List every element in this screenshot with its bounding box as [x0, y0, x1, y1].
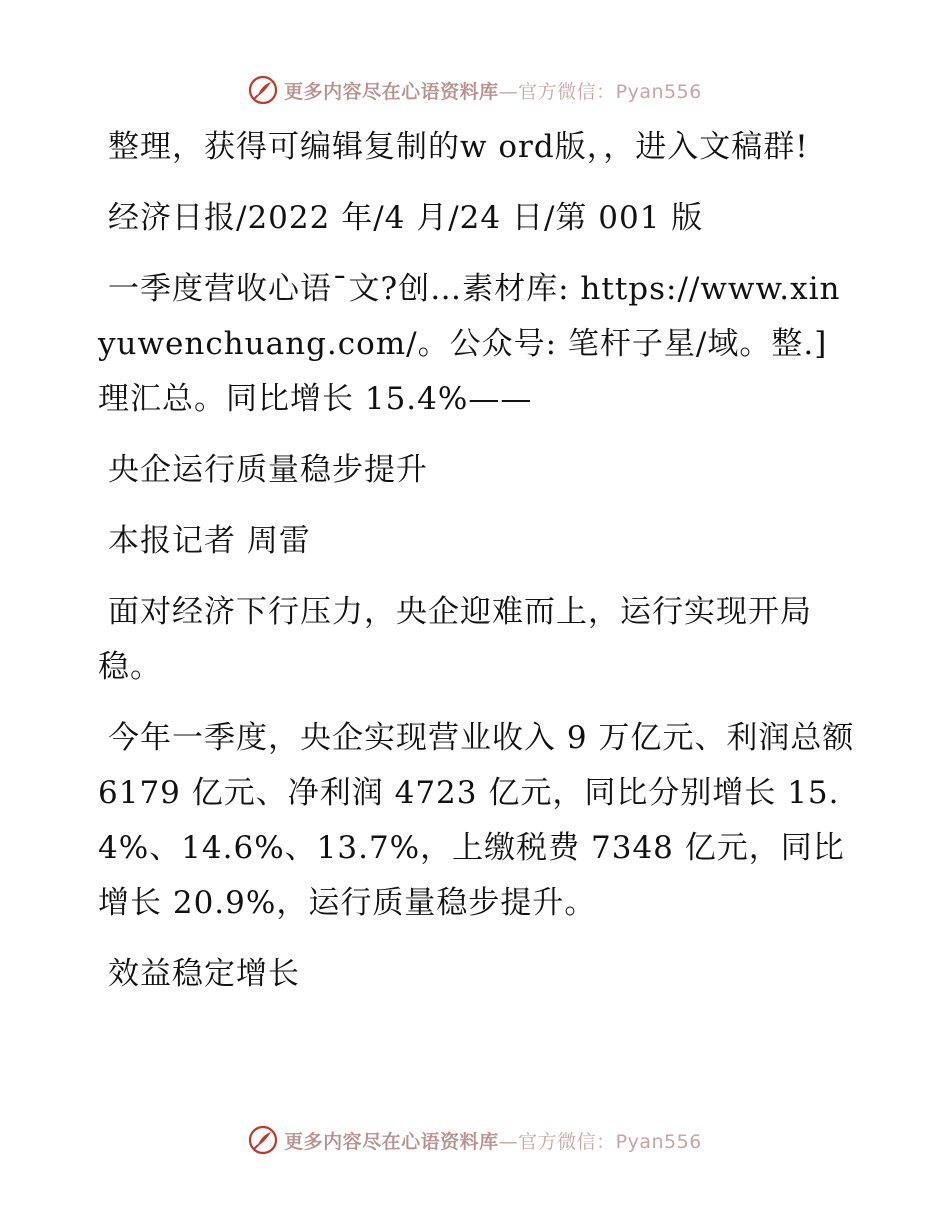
paragraph-stats: 今年一季度，央企实现营业收入 9 万亿元、利润总额 6179 亿元、净利润 4723 亿元，同比分别增长 15.4%、14.6%、13.7%，上缴税费 7348 亿元，同比增长 20.9%，运行质量稳步提升。: [98, 720, 855, 921]
header-watermark-banner: [0, 70, 950, 110]
paragraph-byline: 本报记者 周雷: [108, 523, 311, 559]
document-body: [98, 120, 858, 1018]
paragraph-intro: 整理，获得可编辑复制的w ord版，，进入文稿群!: [108, 129, 809, 165]
feather-pen-logo-icon: [248, 75, 278, 105]
watermark-text: 更多内容尽在心语资料库—官方微信：Pyan556: [284, 1130, 702, 1153]
paragraph-headline: 央企运行质量稳步提升: [108, 452, 428, 488]
paragraph-headline-prefix: 一季度营收心语¯文?创…素材库: https://www.xinyuwenchuang.com/。公众号: 笔杆子星/域。整.]理汇总。同比增长 15.4%——: [98, 271, 841, 417]
watermark-text: 更多内容尽在心语资料库—官方微信：Pyan556: [284, 80, 702, 103]
paragraph-source: 经济日报/2022 年/4 月/24 日/第 001 版: [108, 200, 704, 236]
footer-watermark-banner: [0, 1120, 950, 1160]
feather-pen-logo-icon: [248, 1125, 278, 1155]
paragraph-section-heading: 效益稳定增长: [108, 956, 300, 992]
paragraph-lead: 面对经济下行压力，央企迎难而上，运行实现开局稳。: [98, 594, 812, 685]
